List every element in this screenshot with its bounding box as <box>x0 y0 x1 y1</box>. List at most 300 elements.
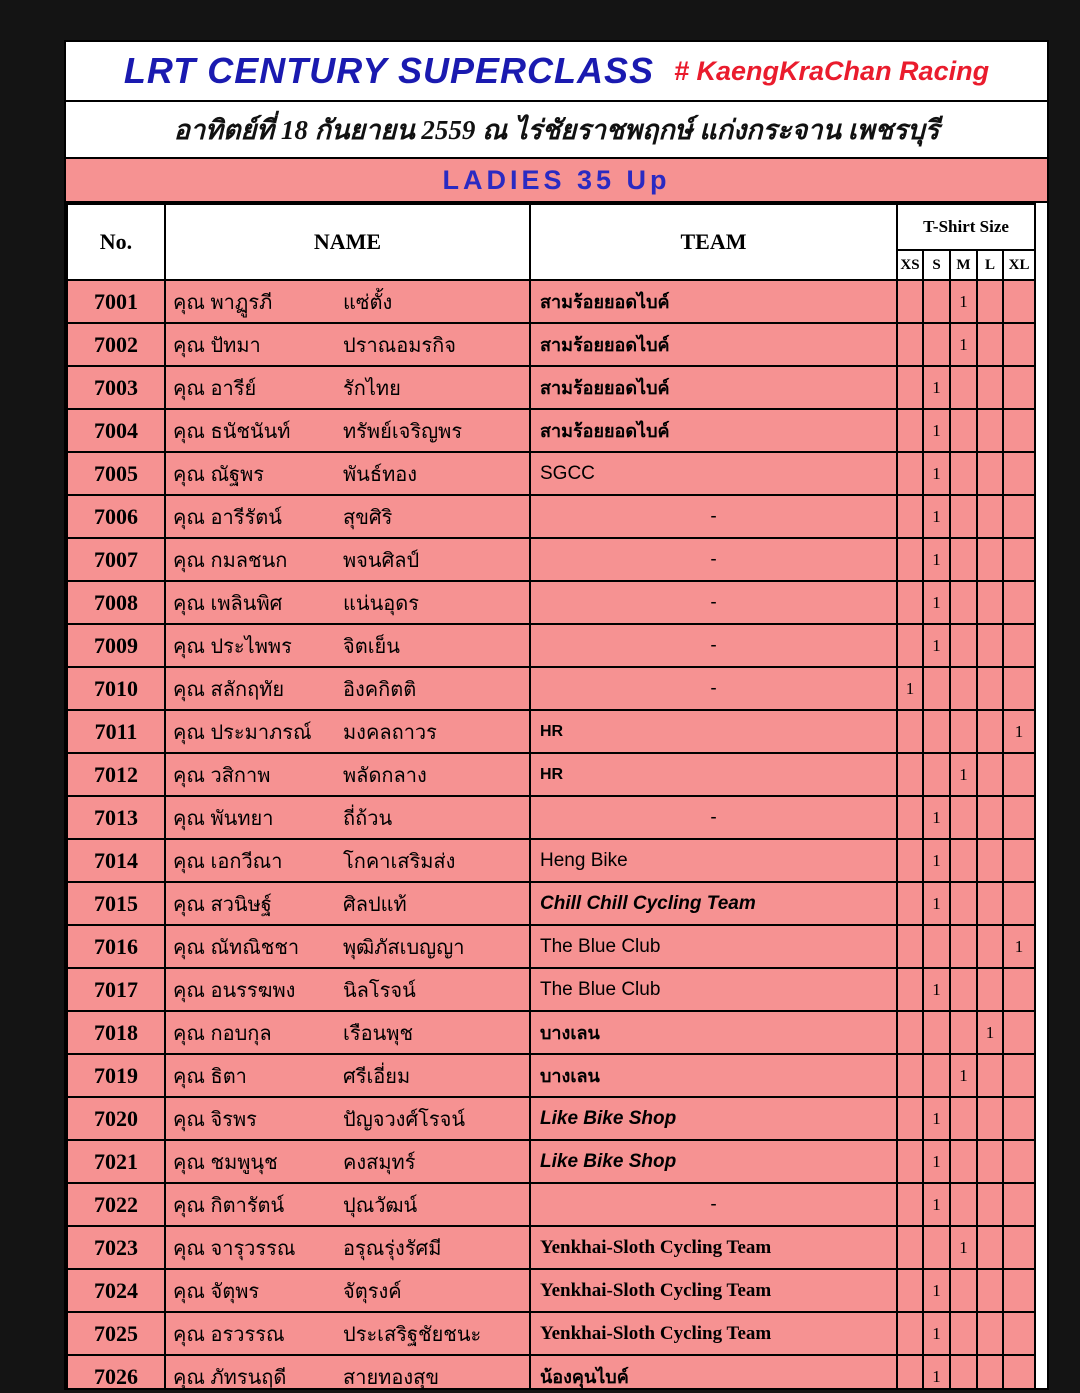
row-number: 7011 <box>67 710 165 753</box>
row-team: - <box>530 538 897 581</box>
row-number: 7020 <box>67 1097 165 1140</box>
row-name <box>165 1054 530 1097</box>
row-size-s <box>923 1011 950 1054</box>
row-size-l <box>977 323 1003 366</box>
row-team: สามร้อยยอดไบค์ <box>530 409 897 452</box>
row-size-s: 1 <box>923 796 950 839</box>
row-size-m <box>950 581 977 624</box>
row-team: - <box>530 667 897 710</box>
row-size-xl <box>1003 882 1035 925</box>
row-size-xl <box>1003 1355 1035 1390</box>
row-size-xs <box>897 1011 923 1054</box>
row-size-l <box>977 624 1003 667</box>
col-header-size-xs: XS <box>897 250 923 280</box>
row-size-xs <box>897 1226 923 1269</box>
row-name <box>165 452 530 495</box>
row-size-xs <box>897 538 923 581</box>
row-size-m: 1 <box>950 753 977 796</box>
row-number: 7018 <box>67 1011 165 1054</box>
rider-last-name: พุฒิภัสเบญญา <box>343 936 465 959</box>
row-size-m: 1 <box>950 323 977 366</box>
row-size-s: 1 <box>923 538 950 581</box>
row-name <box>165 882 530 925</box>
rider-last-name: พลัดกลาง <box>343 764 427 787</box>
row-size-xs <box>897 882 923 925</box>
row-number: 7019 <box>67 1054 165 1097</box>
row-team: สามร้อยยอดไบค์ <box>530 323 897 366</box>
row-size-xl <box>1003 667 1035 710</box>
row-size-l <box>977 1355 1003 1390</box>
row-size-xs <box>897 409 923 452</box>
row-size-s: 1 <box>923 581 950 624</box>
title-bar <box>66 42 1047 102</box>
rider-first-name: คุณ จิรพร <box>173 1108 257 1131</box>
row-size-xl <box>1003 1269 1035 1312</box>
row-size-xl <box>1003 1183 1035 1226</box>
row-size-xs <box>897 1183 923 1226</box>
table-row <box>67 1312 1035 1355</box>
rider-last-name: แน่นอุดร <box>343 592 419 615</box>
row-size-l <box>977 366 1003 409</box>
table-row <box>67 710 1035 753</box>
row-size-s: 1 <box>923 1269 950 1312</box>
row-number: 7010 <box>67 667 165 710</box>
col-header-size-m: M <box>950 250 977 280</box>
row-size-s: 1 <box>923 968 950 1011</box>
rider-last-name: เรือนพุช <box>343 1022 414 1045</box>
row-number: 7009 <box>67 624 165 667</box>
row-size-m <box>950 839 977 882</box>
row-size-l <box>977 1097 1003 1140</box>
row-team: - <box>530 624 897 667</box>
row-size-xl <box>1003 753 1035 796</box>
row-size-xl <box>1003 452 1035 495</box>
row-size-xl <box>1003 409 1035 452</box>
row-number: 7017 <box>67 968 165 1011</box>
row-team: Heng Bike <box>530 839 897 882</box>
row-size-m: 1 <box>950 1226 977 1269</box>
row-size-s: 1 <box>923 882 950 925</box>
row-size-m <box>950 366 977 409</box>
rider-last-name: ประเสริฐชัยชนะ <box>343 1323 482 1346</box>
row-name <box>165 581 530 624</box>
rider-last-name: พจนศิลป์ <box>343 549 420 572</box>
row-number: 7024 <box>67 1269 165 1312</box>
row-size-xs <box>897 452 923 495</box>
row-team: Yenkhai-Sloth Cycling Team <box>530 1269 897 1312</box>
row-name <box>165 1183 530 1226</box>
row-size-m <box>950 925 977 968</box>
row-size-s: 1 <box>923 839 950 882</box>
row-name <box>165 538 530 581</box>
row-number: 7008 <box>67 581 165 624</box>
table-row <box>67 667 1035 710</box>
row-size-xs <box>897 581 923 624</box>
table-row <box>67 1011 1035 1054</box>
rider-first-name: คุณ ธิตา <box>173 1065 247 1088</box>
col-header-name: NAME <box>165 204 530 280</box>
row-name <box>165 1011 530 1054</box>
row-size-s: 1 <box>923 495 950 538</box>
row-size-l <box>977 1226 1003 1269</box>
col-header-tshirt-size: T-Shirt Size <box>897 204 1035 250</box>
rider-first-name: คุณ ภัทรนฤดี <box>173 1366 287 1389</box>
rider-last-name: สุขศิริ <box>343 506 393 529</box>
row-size-xs <box>897 1312 923 1355</box>
row-team: Chill Chill Cycling Team <box>530 882 897 925</box>
row-size-m <box>950 1312 977 1355</box>
row-name <box>165 1269 530 1312</box>
rider-first-name: คุณ ปัทมา <box>173 334 261 357</box>
table-row <box>67 925 1035 968</box>
rider-first-name: คุณ กอบกุล <box>173 1022 272 1045</box>
row-name <box>165 1226 530 1269</box>
row-size-xs <box>897 1140 923 1183</box>
row-name <box>165 366 530 409</box>
table-row <box>67 624 1035 667</box>
rider-last-name: จิตเย็น <box>343 635 400 658</box>
row-size-m <box>950 452 977 495</box>
row-name <box>165 323 530 366</box>
row-name <box>165 968 530 1011</box>
row-team: น้องคุนไบค์ <box>530 1355 897 1390</box>
row-size-s <box>923 280 950 323</box>
row-name <box>165 667 530 710</box>
rider-first-name: คุณ เอกวีณา <box>173 850 283 873</box>
row-size-xl <box>1003 968 1035 1011</box>
col-header-size-s: S <box>923 250 950 280</box>
table-row <box>67 538 1035 581</box>
rider-last-name: ศิลปแท้ <box>343 893 407 916</box>
rider-first-name: คุณ จารุวรรณ <box>173 1237 296 1260</box>
row-number: 7023 <box>67 1226 165 1269</box>
row-name <box>165 409 530 452</box>
table-row <box>67 1183 1035 1226</box>
row-number: 7022 <box>67 1183 165 1226</box>
row-number: 7014 <box>67 839 165 882</box>
rider-first-name: คุณ อารีรัตน์ <box>173 506 282 529</box>
row-size-l <box>977 839 1003 882</box>
rider-first-name: คุณ ธนัชนันท์ <box>173 420 291 443</box>
row-number: 7003 <box>67 366 165 409</box>
rider-first-name: คุณ ประไพพร <box>173 635 292 658</box>
row-size-m <box>950 409 977 452</box>
col-header-size-l: L <box>977 250 1003 280</box>
row-team: HR <box>530 710 897 753</box>
row-number: 7025 <box>67 1312 165 1355</box>
row-team: - <box>530 796 897 839</box>
row-size-xs: 1 <box>897 667 923 710</box>
row-size-xl <box>1003 624 1035 667</box>
row-team: - <box>530 1183 897 1226</box>
rider-last-name: โกคาเสริมส่ง <box>343 850 456 873</box>
row-size-m <box>950 1140 977 1183</box>
rider-first-name: คุณ เพลินพิศ <box>173 592 283 615</box>
row-size-l <box>977 796 1003 839</box>
row-size-xl: 1 <box>1003 710 1035 753</box>
event-hashtag: # KaengKraChan Racing <box>674 55 990 86</box>
row-number: 7021 <box>67 1140 165 1183</box>
table-row <box>67 581 1035 624</box>
col-header-no: No. <box>67 204 165 280</box>
row-size-xl <box>1003 1226 1035 1269</box>
row-name <box>165 1140 530 1183</box>
row-size-l <box>977 538 1003 581</box>
row-team: สามร้อยยอดไบค์ <box>530 366 897 409</box>
row-size-m <box>950 667 977 710</box>
rider-first-name: คุณ กิตารัตน์ <box>173 1194 285 1217</box>
row-size-xl <box>1003 1140 1035 1183</box>
row-size-xs <box>897 1097 923 1140</box>
row-size-l <box>977 1140 1003 1183</box>
row-number: 7002 <box>67 323 165 366</box>
row-size-l <box>977 452 1003 495</box>
table-row <box>67 839 1035 882</box>
row-size-s: 1 <box>923 624 950 667</box>
row-name <box>165 495 530 538</box>
row-size-l <box>977 581 1003 624</box>
row-size-s: 1 <box>923 409 950 452</box>
rider-last-name: ถี่ถ้วน <box>343 807 393 830</box>
rider-last-name: ทรัพย์เจริญพร <box>343 420 463 443</box>
row-size-xs <box>897 968 923 1011</box>
row-size-xs <box>897 710 923 753</box>
table-row <box>67 1355 1035 1390</box>
row-size-xs <box>897 1355 923 1390</box>
row-team: - <box>530 495 897 538</box>
rider-last-name: รักไทย <box>343 377 401 400</box>
rider-last-name: ศรีเอี่ยม <box>343 1065 411 1088</box>
row-size-s <box>923 1226 950 1269</box>
row-size-l <box>977 667 1003 710</box>
row-size-l <box>977 710 1003 753</box>
row-size-xs <box>897 1269 923 1312</box>
row-size-l <box>977 753 1003 796</box>
row-team: HR <box>530 753 897 796</box>
row-size-s <box>923 710 950 753</box>
row-size-s <box>923 323 950 366</box>
table-row <box>67 1140 1035 1183</box>
row-size-xs <box>897 280 923 323</box>
row-number: 7016 <box>67 925 165 968</box>
table-row <box>67 280 1035 323</box>
rider-last-name: ปุณวัฒน์ <box>343 1194 418 1217</box>
row-size-xs <box>897 323 923 366</box>
row-number: 7006 <box>67 495 165 538</box>
row-size-xs <box>897 366 923 409</box>
table-row <box>67 796 1035 839</box>
rider-last-name: คงสมุทร์ <box>343 1151 416 1174</box>
row-size-l <box>977 1054 1003 1097</box>
row-size-s <box>923 753 950 796</box>
row-name <box>165 1355 530 1390</box>
registration-table <box>66 203 1036 1390</box>
row-size-s: 1 <box>923 452 950 495</box>
row-size-l <box>977 882 1003 925</box>
col-header-team: TEAM <box>530 204 897 280</box>
row-size-xl <box>1003 280 1035 323</box>
row-size-xs <box>897 839 923 882</box>
rider-first-name: คุณ สวนิษฐ์ <box>173 893 272 916</box>
row-size-xl <box>1003 495 1035 538</box>
table-body <box>67 280 1035 1390</box>
row-size-m <box>950 796 977 839</box>
row-team: บางเลน <box>530 1011 897 1054</box>
rider-first-name: คุณ อนรรฆพง <box>173 979 296 1002</box>
row-size-xs <box>897 495 923 538</box>
row-size-xs <box>897 624 923 667</box>
row-size-l <box>977 409 1003 452</box>
rider-first-name: คุณ อารีย์ <box>173 377 257 400</box>
row-size-m <box>950 710 977 753</box>
row-team: Yenkhai-Sloth Cycling Team <box>530 1226 897 1269</box>
row-team: SGCC <box>530 452 897 495</box>
row-name <box>165 280 530 323</box>
rider-last-name: ปราณอมรกิจ <box>343 334 456 357</box>
document-page <box>64 40 1049 1390</box>
row-size-s: 1 <box>923 1355 950 1390</box>
row-size-xs <box>897 925 923 968</box>
rider-last-name: สายทองสุข <box>343 1366 439 1389</box>
row-size-xl <box>1003 1097 1035 1140</box>
table-row <box>67 1269 1035 1312</box>
row-size-m: 1 <box>950 280 977 323</box>
row-size-l <box>977 280 1003 323</box>
row-size-l <box>977 1269 1003 1312</box>
row-size-l <box>977 1183 1003 1226</box>
category-banner: LADIES 35 Up <box>66 159 1047 203</box>
row-size-m <box>950 538 977 581</box>
rider-first-name: คุณ วสิกาพ <box>173 764 271 787</box>
row-team: The Blue Club <box>530 968 897 1011</box>
rider-first-name: คุณ ชมพูนุช <box>173 1151 278 1174</box>
row-name <box>165 753 530 796</box>
col-header-size-xl: XL <box>1003 250 1035 280</box>
row-size-xs <box>897 796 923 839</box>
table-row <box>67 452 1035 495</box>
rider-first-name: คุณ พันทยา <box>173 807 274 830</box>
row-size-s <box>923 1054 950 1097</box>
row-size-l <box>977 968 1003 1011</box>
row-number: 7013 <box>67 796 165 839</box>
table-row <box>67 495 1035 538</box>
table-row <box>67 366 1035 409</box>
row-size-s: 1 <box>923 1312 950 1355</box>
rider-first-name: คุณ จัตุพร <box>173 1280 260 1303</box>
row-size-m <box>950 495 977 538</box>
rider-first-name: คุณ กมลชนก <box>173 549 288 572</box>
row-number: 7026 <box>67 1355 165 1390</box>
rider-last-name: มงคลถาวร <box>343 721 437 744</box>
row-size-xl <box>1003 839 1035 882</box>
rider-first-name: คุณ ณัทณิชชา <box>173 936 300 959</box>
table-row <box>67 1054 1035 1097</box>
rider-first-name: คุณ ณัฐพร <box>173 463 265 486</box>
row-name <box>165 1312 530 1355</box>
row-size-m <box>950 968 977 1011</box>
row-size-l: 1 <box>977 1011 1003 1054</box>
row-team: - <box>530 581 897 624</box>
event-title: LRT CENTURY SUPERCLASS <box>123 50 654 91</box>
rider-last-name: แซ่ตั้ง <box>343 291 393 314</box>
row-size-s: 1 <box>923 1097 950 1140</box>
row-team: Like Bike Shop <box>530 1140 897 1183</box>
rider-first-name: คุณ พาฏูรภี <box>173 291 273 314</box>
row-size-m <box>950 1097 977 1140</box>
row-number: 7004 <box>67 409 165 452</box>
row-name <box>165 839 530 882</box>
row-number: 7012 <box>67 753 165 796</box>
rider-last-name: พันธ์ทอง <box>343 463 418 486</box>
row-name <box>165 624 530 667</box>
row-size-m <box>950 882 977 925</box>
row-number: 7005 <box>67 452 165 495</box>
row-size-xl: 1 <box>1003 925 1035 968</box>
row-size-m <box>950 1269 977 1312</box>
table-row <box>67 882 1035 925</box>
row-number: 7001 <box>67 280 165 323</box>
row-number: 7015 <box>67 882 165 925</box>
rider-first-name: คุณ ประมาภรณ์ <box>173 721 312 744</box>
row-team: สามร้อยยอดไบค์ <box>530 280 897 323</box>
table-row <box>67 409 1035 452</box>
row-size-l <box>977 495 1003 538</box>
table-row <box>67 968 1035 1011</box>
row-size-l <box>977 1312 1003 1355</box>
row-team: บางเลน <box>530 1054 897 1097</box>
row-size-s: 1 <box>923 1183 950 1226</box>
row-size-xl <box>1003 581 1035 624</box>
row-size-xs <box>897 753 923 796</box>
rider-last-name: นิลโรจน์ <box>343 979 416 1002</box>
row-size-xl <box>1003 1054 1035 1097</box>
row-size-m <box>950 1355 977 1390</box>
row-size-m <box>950 1011 977 1054</box>
row-number: 7007 <box>67 538 165 581</box>
row-size-xl <box>1003 323 1035 366</box>
table-row <box>67 323 1035 366</box>
row-size-xs <box>897 1054 923 1097</box>
row-team: Yenkhai-Sloth Cycling Team <box>530 1312 897 1355</box>
row-name <box>165 925 530 968</box>
rider-first-name: คุณ สลักฤทัย <box>173 678 285 701</box>
rider-last-name: อรุณรุ่งรัศมี <box>343 1237 442 1260</box>
row-name <box>165 710 530 753</box>
row-size-xl <box>1003 796 1035 839</box>
table-row <box>67 1226 1035 1269</box>
row-size-xl <box>1003 1011 1035 1054</box>
rider-last-name: อิงคกิตติ <box>343 678 417 701</box>
table-row <box>67 753 1035 796</box>
row-size-m <box>950 1183 977 1226</box>
table-header <box>67 204 1035 280</box>
row-team: The Blue Club <box>530 925 897 968</box>
rider-last-name: จัตุรงค์ <box>343 1280 402 1303</box>
header-row-main <box>67 204 1035 250</box>
event-date-line: อาทิตย์ที่ 18 กันยายน 2559 ณ ไร่ชัยราชพฤกษ์ แก่งกระจาน เพชรบุรี <box>66 102 1047 159</box>
row-size-s <box>923 667 950 710</box>
row-team: Like Bike Shop <box>530 1097 897 1140</box>
row-size-xl <box>1003 366 1035 409</box>
rider-last-name: ปัญจวงศ์โรจน์ <box>343 1108 466 1131</box>
row-size-m: 1 <box>950 1054 977 1097</box>
row-size-l <box>977 925 1003 968</box>
row-size-xl <box>1003 1312 1035 1355</box>
row-size-s: 1 <box>923 1140 950 1183</box>
rider-first-name: คุณ อรวรรณ <box>173 1323 285 1346</box>
row-size-s <box>923 925 950 968</box>
table-row <box>67 1097 1035 1140</box>
